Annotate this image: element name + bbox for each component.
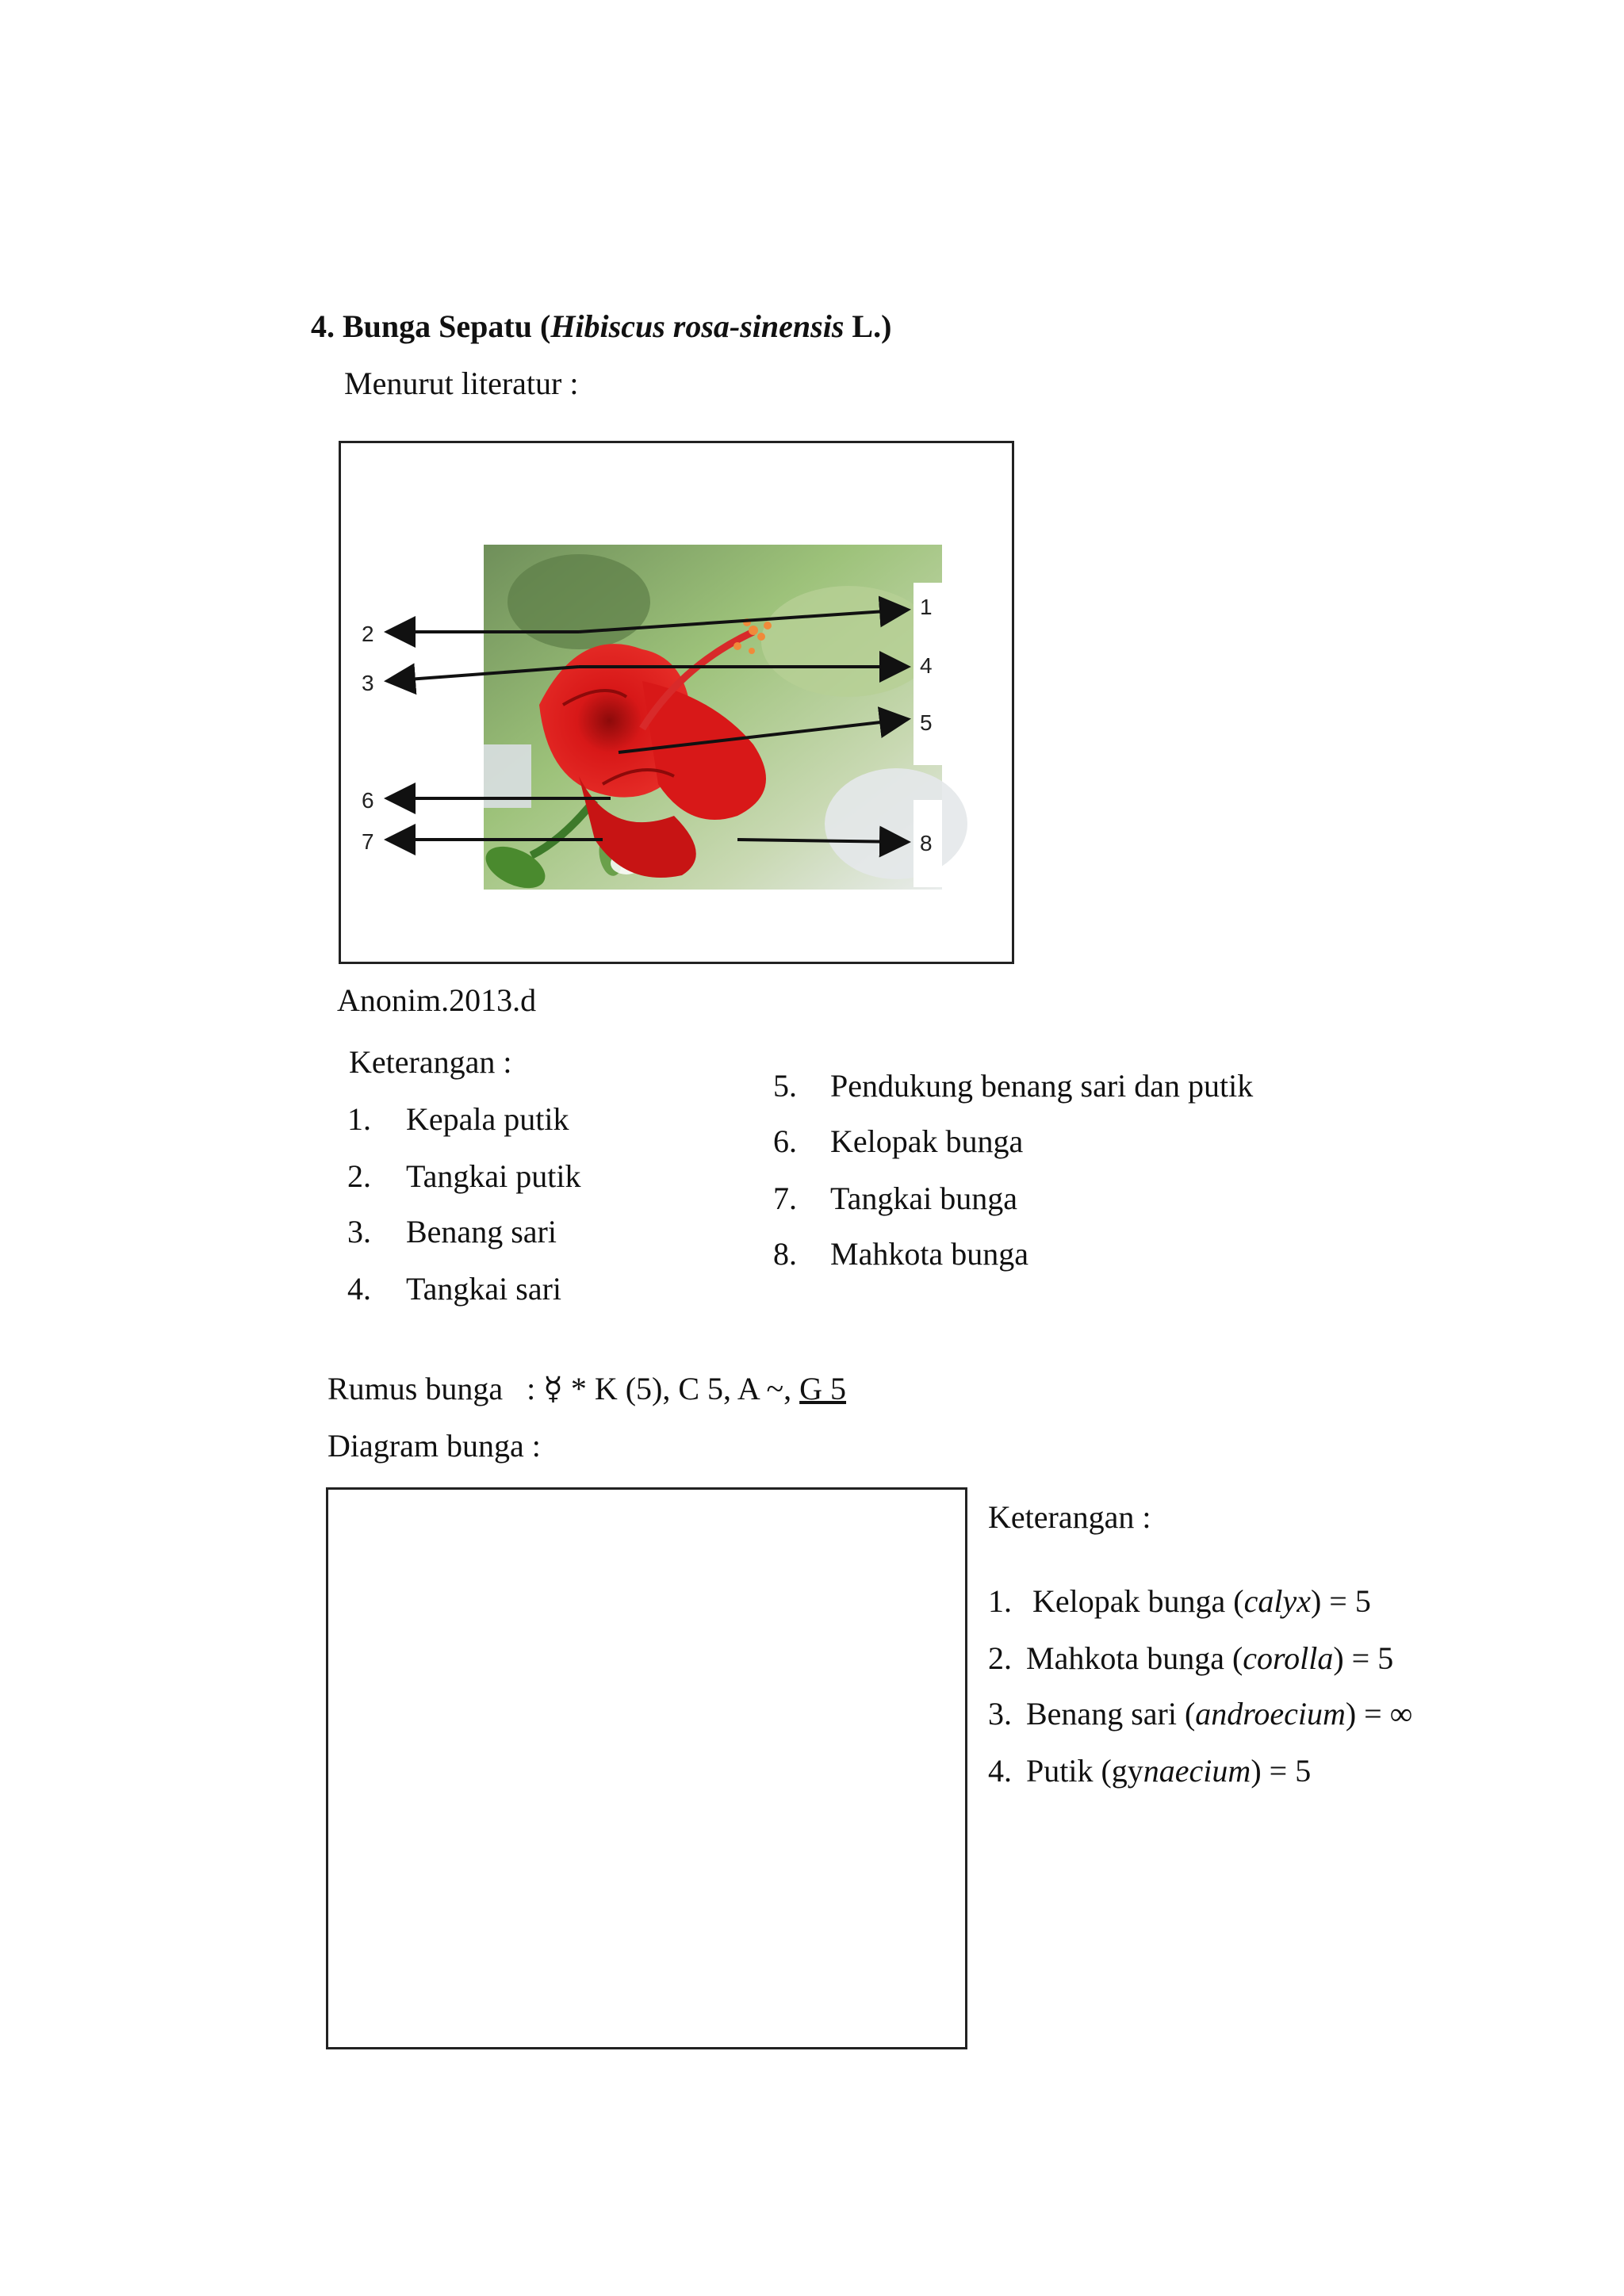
legend-title: Keterangan : <box>349 1044 512 1080</box>
author-abbrev: L. <box>852 308 882 344</box>
formula-body: * K (5), C 5, A ~, <box>570 1371 792 1406</box>
section-name: Bunga Sepatu <box>343 308 532 344</box>
formula-gynoecium: G 5 <box>799 1371 847 1406</box>
callout-label: 3 <box>362 671 374 695</box>
scientific-name: Hibiscus rosa-sinensis <box>550 308 845 344</box>
callout-label: 8 <box>920 831 933 855</box>
formula-label: Rumus bunga <box>327 1371 504 1406</box>
callout-label: 2 <box>362 622 374 646</box>
diagram-legend-title: Keterangan : <box>988 1499 1151 1535</box>
callout-label: 5 <box>920 710 933 735</box>
section-heading: 4. Bunga Sepatu (Hibiscus rosa-sinensis L.) <box>311 308 892 344</box>
hermaphrodite-symbol-icon: ☿ <box>543 1371 563 1406</box>
floral-formula: Rumus bunga : ☿ * K (5), C 5, A ~, G 5 <box>327 1371 847 1406</box>
callout-label: 1 <box>920 595 933 619</box>
callout-label: 7 <box>362 829 374 854</box>
floral-diagram-box <box>326 1487 967 2049</box>
section-number: 4. <box>311 308 335 344</box>
hibiscus-photo <box>341 443 1012 962</box>
subheading: Menurut literatur : <box>344 365 579 401</box>
hibiscus-figure <box>339 441 1014 964</box>
callout-label: 4 <box>920 653 933 678</box>
diagram-label: Diagram bunga : <box>327 1428 541 1464</box>
callout-label: 6 <box>362 788 374 813</box>
figure-source: Anonim.2013.d <box>337 982 537 1018</box>
